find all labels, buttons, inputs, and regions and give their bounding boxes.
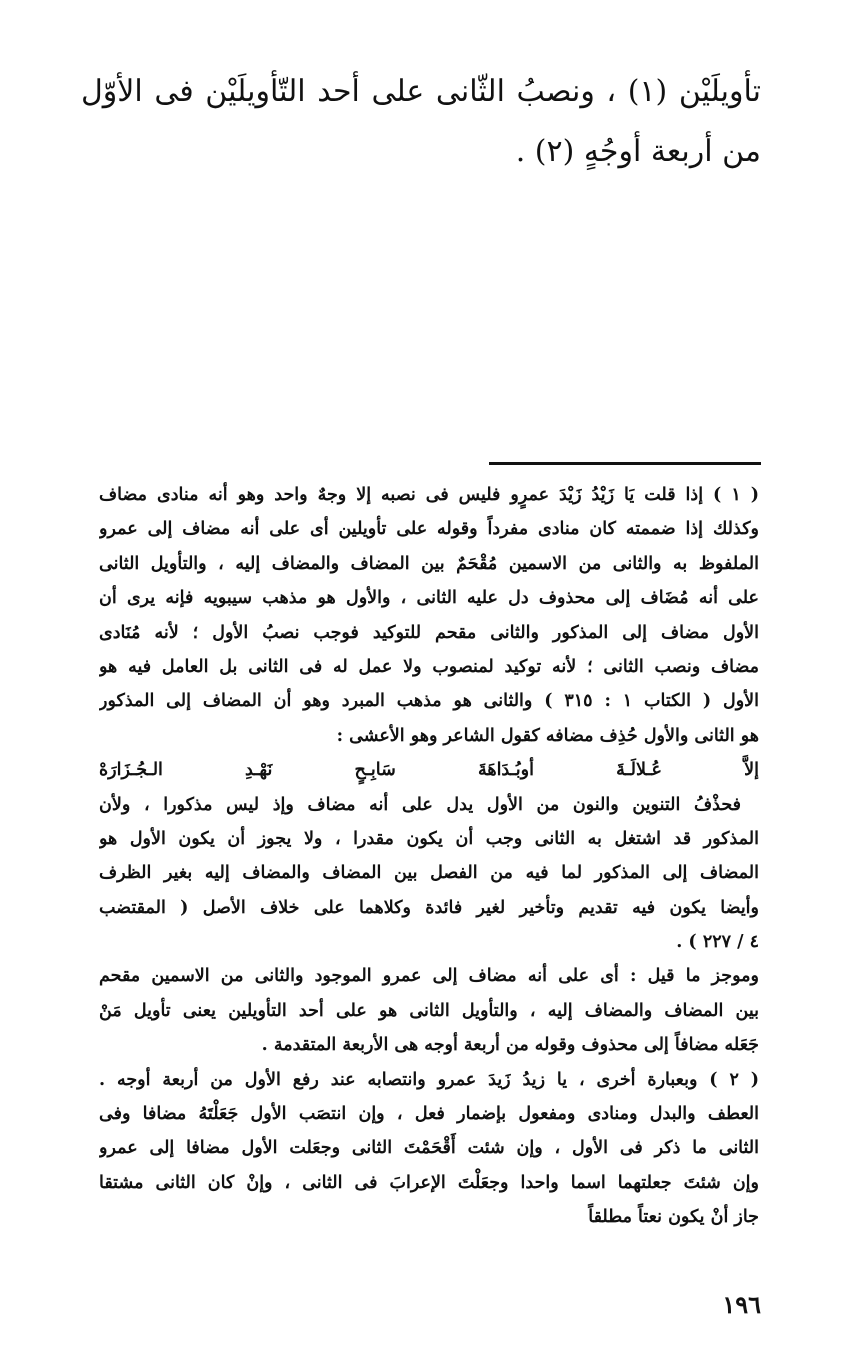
main-text: تأويلَيْن (١) ، ونصبُ الثّانى على أحد التّأويلَيْن فى الأوّل من أربعة أوجُهٍ (٢) . xyxy=(81,74,762,169)
footnote-separator xyxy=(489,462,761,465)
footnote-line: وإن شئتَ جعلتهما اسما واحدا وجعَلْتَ الإعرابَ فى الثانى ، وإنْ كان الثانى مشتقا xyxy=(99,1172,759,1193)
footnote-line: ٤ / ٢٢٧ ) . xyxy=(676,932,759,953)
footnote-verse-line: إلاَّ عُـلالَـةَ أوبُـدَاهَةَ سَابِـحٍ نَهْـدِ الـجُـزَارَهْ xyxy=(99,760,759,781)
page-number: ١٩٦ xyxy=(722,1290,761,1319)
footnote-line: فحذْفُ التنوين والنون من الأول يدل على أنه مضاف وإذ ليس مذكورا ، ولأن xyxy=(99,794,741,815)
footnote-line: الملفوظ به والثانى من الاسمين مُقْحَمٌ بين المضاف والمضاف إليه ، والتأويل الثانى xyxy=(99,553,759,574)
footnote-line: الأول ( الكتاب ١ : ٣١٥ ) والثانى هو مذهب المبرد وهو أن المضاف إلى المذكور xyxy=(99,691,759,712)
footnote-line: مضاف ونصب الثانى ؛ لأنه توكيد لمنصوب ولا عمل له فى الثانى بل العامل فيه هو xyxy=(99,656,759,677)
footnote-line: وموجز ما قيل : أى على أنه مضاف إلى عمرو الموجود والثانى من الاسمين مقحم xyxy=(99,966,759,987)
footnote-line: المذكور قد اشتغل به الثانى وجب أن يكون مقدرا ، ولا يجوز أن يكون الأول هو xyxy=(99,828,759,849)
footnote-line: وأيضا يكون فيه تقديم وتأخير لغير فائدة وكلاهما على خلاف الأصل ( المقتضب xyxy=(99,897,759,918)
footnote-line: ( ١ ) إذا قلت يَا زَيْدُ زَيْدَ عمرٍو فليس فى نصبه إلا وجهٌ واحد وهو أنه منادى مضاف xyxy=(99,485,759,505)
footnote-line: هو الثانى والأول حُذِف مضافه كقول الشاعر وهو الأعشى : xyxy=(336,725,759,746)
footnote-line: المضاف إلى المذكور لما فيه من الفصل بين المضاف والمضاف إليه بغير الظرف xyxy=(99,863,759,884)
footnote-line: على أنه مُضَاف إلى محذوف دل عليه الثانى ، والأول هو مذهب سيبويه فإنه يرى أن xyxy=(99,588,759,609)
footnote-line: الثانى ما ذكر فى الأول ، وإن شئت أَقْحَمْتَ الثانى وجعَلت الأول مضافا إلى عمرو xyxy=(99,1138,759,1159)
footnote-line: جاز أنْ يكون نعتاً مطلقاً xyxy=(588,1207,759,1228)
footnote-line: ( ٢ ) وبعبارة أخرى ، يا زيدُ زَيدَ عمرو وانتصابه عند رفع الأول من أربعة أوجه . xyxy=(99,1069,759,1090)
footnote-line: الأول مضاف إلى المذكور والثانى مقحم للتوكيد فوجب نصبُ الأول ؛ لأنه مُنَادى xyxy=(99,622,759,643)
footnote-line: وكذلك إذا ضممته كان منادى مفرداً وقوله على تأويلين أى على أنه مضاف إلى عمرو xyxy=(99,519,759,540)
footnotes xyxy=(99,478,759,1235)
footnote-line: بين المضاف والمضاف إليه ، والتأويل الثانى هو على أحد التأويلين يعنى تأويل مَنْ xyxy=(99,1000,759,1021)
footnote-line: العطف والبدل ومنادى ومفعول بإضمار فعل ، وإن انتصَب الأول جَعَلْتَهُ مضافا وفى xyxy=(99,1104,759,1125)
footnote-line: جَعَله مضافاً إلى محذوف وقوله من أربعة أوجه هى الأربعة المتقدمة . xyxy=(261,1035,759,1056)
